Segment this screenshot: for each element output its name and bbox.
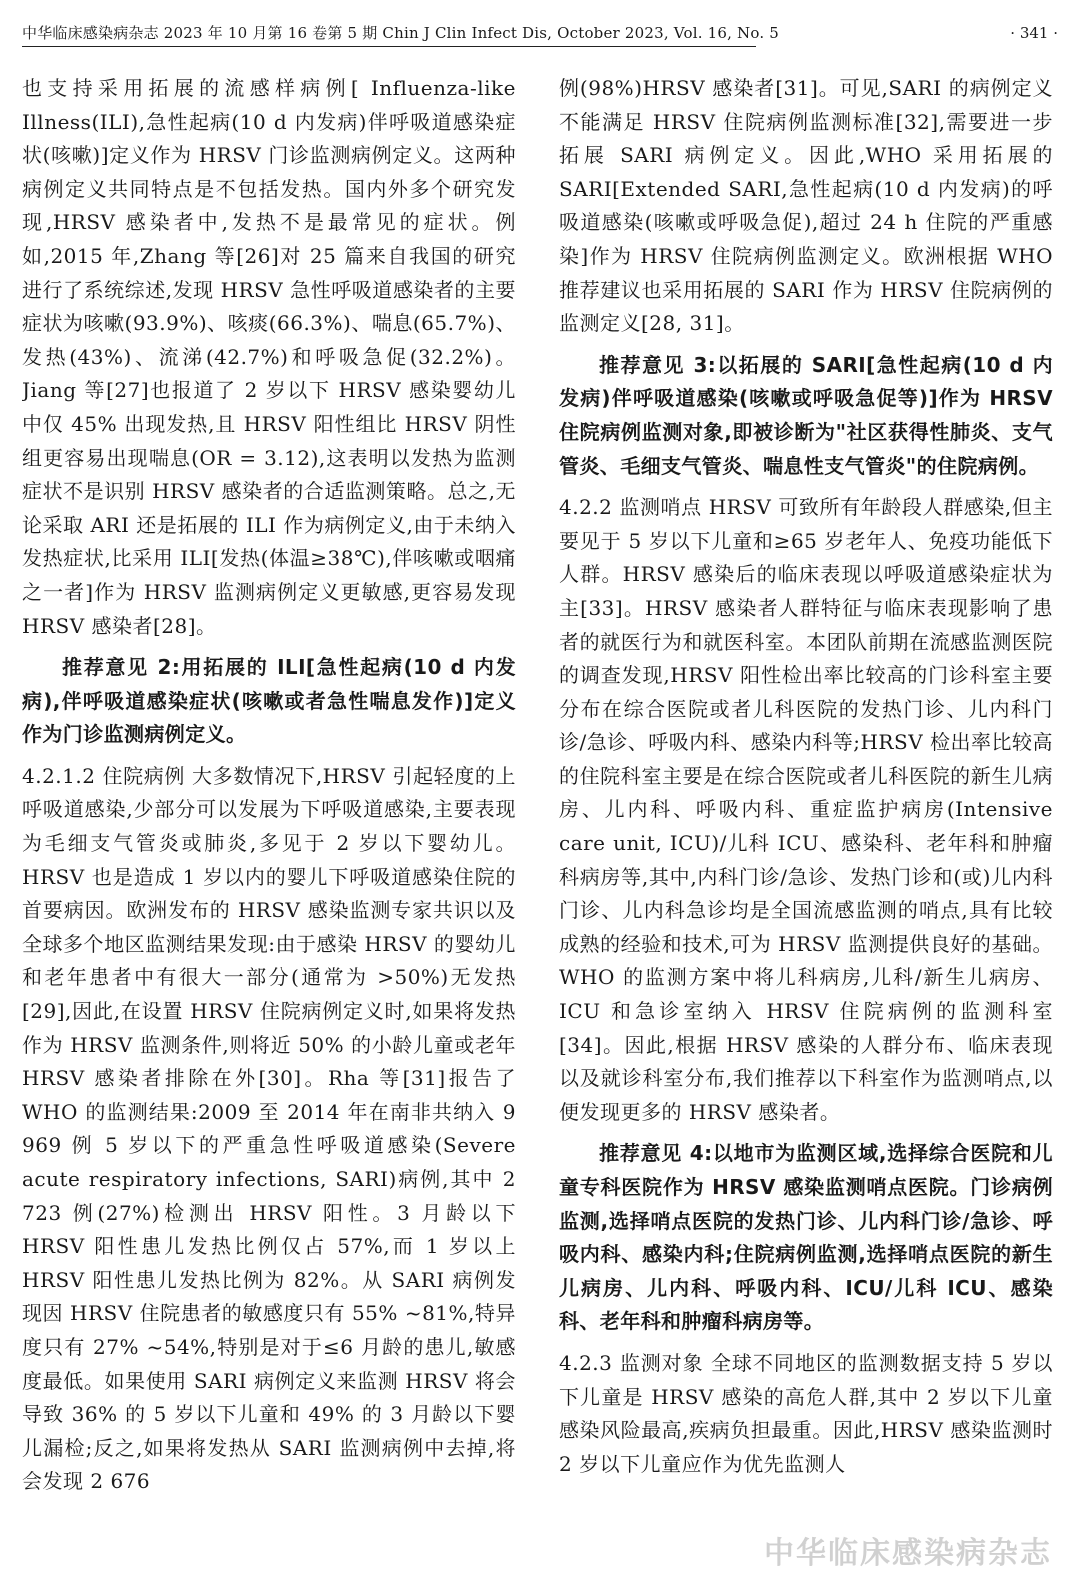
recommendation-3: 推荐意见 3:以拓展的 SARI[急性起病(10 d 内发病)伴呼吸道感染(咳嗽或呼吸急促等)]作为 HRSV 住院病例监测对象,即被诊断为"社区获得性肺炎、支气管炎、毛细支气管炎、喘息性支气管炎"的住院病例。: [559, 352, 1053, 478]
paragraph-sari-definition: 例(98%)HRSV 感染者[31]。可见,SARI 的病例定义不能满足 HRSV 住院病例监测标准[32],需要进一步拓展 SARI 病例定义。因此,WHO 采用拓展的 SARI[Extended SARI,急性起病(10 d 内发病)的呼吸道感染(咳嗽或呼吸急促),超过 24 h 住院的严重感染]作为 HRSV 住院病例监测定义。欧洲根据 WHO 推荐建议也采用拓展的 SARI 作为 HRSV 住院病例的监测定义[28, 31]。: [559, 76, 1053, 336]
right-column: [559, 72, 1053, 1568]
section-4-2-3-surveillance-targets: 4.2.3 监测对象 全球不同地区的监测数据支持 5 岁以下儿童是 HRSV 感染的高危人群,其中 2 岁以下儿童感染风险最高,疾病负担最重。因此,HRSV 感染监测时 2 岁以下儿童应作为优先监测人: [559, 1350, 1053, 1476]
page-number: · 341 ·: [1010, 24, 1058, 42]
journal-watermark: 中华临床感染病杂志: [764, 1536, 1052, 1571]
journal-citation-line: 中华临床感染病杂志 2023 年 10 月第 16 卷第 5 期 Chin J Clin Infect Dis, October 2023, Vol. 16, No. 5: [22, 24, 780, 42]
header-rule: [22, 46, 756, 47]
recommendation-2: 推荐意见 2:用拓展的 ILI[急性起病(10 d 内发病),伴呼吸道感染症状(咳嗽或者急性喘息发作)]定义作为门诊监测病例定义。: [22, 655, 516, 747]
section-4-2-1-2-inpatient-cases: 4.2.1.2 住院病例 大多数情况下,HRSV 引起轻度的上呼吸道感染,少部分可以发展为下呼吸道感染,主要表现为毛细支气管炎或肺炎,多见于 2 岁以下婴幼儿。HRSV 也是造成 1 岁以内的婴儿下呼吸道感染住院的首要病因。欧洲发布的 HRSV 感染监测专家共识以及全球多个地区监测结果发现:由于感染 HRSV 的婴幼儿和老年患者中有很大一部分(通常为 >50%)无发热[29],因此,在设置 HRSV 住院病例定义时,如果将发热作为 HRSV 监测条件,则将近 50% 的小龄儿童或老年 HRSV 感染者排除在外[30]。Rha 等[31]报告了 WHO 的监测结果:2009 至 2014 年在南非共纳入 9 969 例 5 岁以下的严重急性呼吸道感染(Severe acute respiratory infections, SARI)病例,其中 2 723 例(27%)检测出 HRSV 阳性。3 月龄以下 HRSV 阳性患儿发热比例仅占 57%,而 1 岁以上 HRSV 阳性患儿发热比例为 82%。从 SARI 病例发现因 HRSV 住院患者的敏感度只有 55% ~81%,特异度只有 27% ~54%,特别是对于≤6 月龄的患儿,敏感度最低。如果使用 SARI 病例定义来监测 HRSV 将会导致 36% 的 5 岁以下儿童和 49% 的 3 月龄以下婴儿漏检;反之,如果将发热从 SARI 监测病例中去掉,将会发现 2 676: [22, 763, 516, 1494]
paragraph-case-definition: 也支持采用拓展的流感样病例[ Influenza-like Illness(ILI),急性起病(10 d 内发病)伴呼吸道感染症状(咳嗽)]定义作为 HRSV 门诊监测病例定义。这两种病例定义共同特点是不包括发热。国内外多个研究发现,HRSV 感染者中,发热不是最常见的症状。例如,2015 年,Zhang 等[26]对 25 篇来自我国的研究进行了系统综述,发现 HRSV 急性呼吸道感染者的主要症状为咳嗽(93.9%)、咳痰(66.3%)、喘息(65.7%)、发热(43%)、流涕(42.7%)和呼吸急促(32.2%)。Jiang 等[27]也报道了 2 岁以下 HRSV 感染婴幼儿中仅 45% 出现发热,且 HRSV 阳性组比 HRSV 阴性组更容易出现喘息(OR = 3.12),这表明以发热为监测症状不是识别 HRSV 感染者的合适监测策略。总之,无论采取 ARI 还是拓展的 ILI 作为病例定义,由于未纳入发热症状,比采用 ILI[发热(体温≥38℃),伴咳嗽或咽痛之一者]作为 HRSV 监测病例定义更敏感,更容易发现 HRSV 感染者[28]。: [22, 76, 516, 638]
section-4-2-2-sentinel-sites: 4.2.2 监测哨点 HRSV 可致所有年龄段人群感染,但主要见于 5 岁以下儿童和≥65 岁老年人、免疫功能低下人群。HRSV 感染后的临床表现以呼吸道感染症状为主[33]。HRSV 感染者人群特征与临床表现影响了患者的就医行为和就医科室。本团队前期在流感监测医院的调查发现,HRSV 阳性检出率比较高的门诊科室主要分布在综合医院或者儿科医院的发热门诊、儿内科门诊/急诊、呼吸内科、感染内科等;HRSV 检出率比较高的住院科室主要是在综合医院或者儿科医院的新生儿病房、儿内科、呼吸内科、重症监护病房(Intensive care unit, ICU)/儿科 ICU、感染科、老年科和肿瘤科病房等,其中,内科门诊/急诊、发热门诊和(或)儿内科门诊、儿内科急诊均是全国流感监测的哨点,具有比较成熟的经验和技术,可为 HRSV 监测提供良好的基础。WHO 的监测方案中将儿科病房,儿科/新生儿病房、ICU 和急诊室纳入 HRSV 住院病例的监测科室[34]。因此,根据 HRSV 感染的人群分布、临床表现以及就诊科室分布,我们推荐以下科室作为监测哨点,以便发现更多的 HRSV 感染者。: [559, 495, 1053, 1124]
recommendation-4: 推荐意见 4:以地市为监测区域,选择综合医院和儿童专科医院作为 HRSV 感染监测哨点医院。门诊病例监测,选择哨点医院的发热门诊、儿内科门诊/急诊、呼吸内科、感染内科;住院病例监测,选择哨点医院的新生儿病房、儿内科、呼吸内科、ICU/儿科 ICU、感染科、老年科和肿瘤科病房等。: [559, 1141, 1053, 1334]
running-header: [22, 18, 1058, 48]
left-column: [22, 72, 516, 1568]
